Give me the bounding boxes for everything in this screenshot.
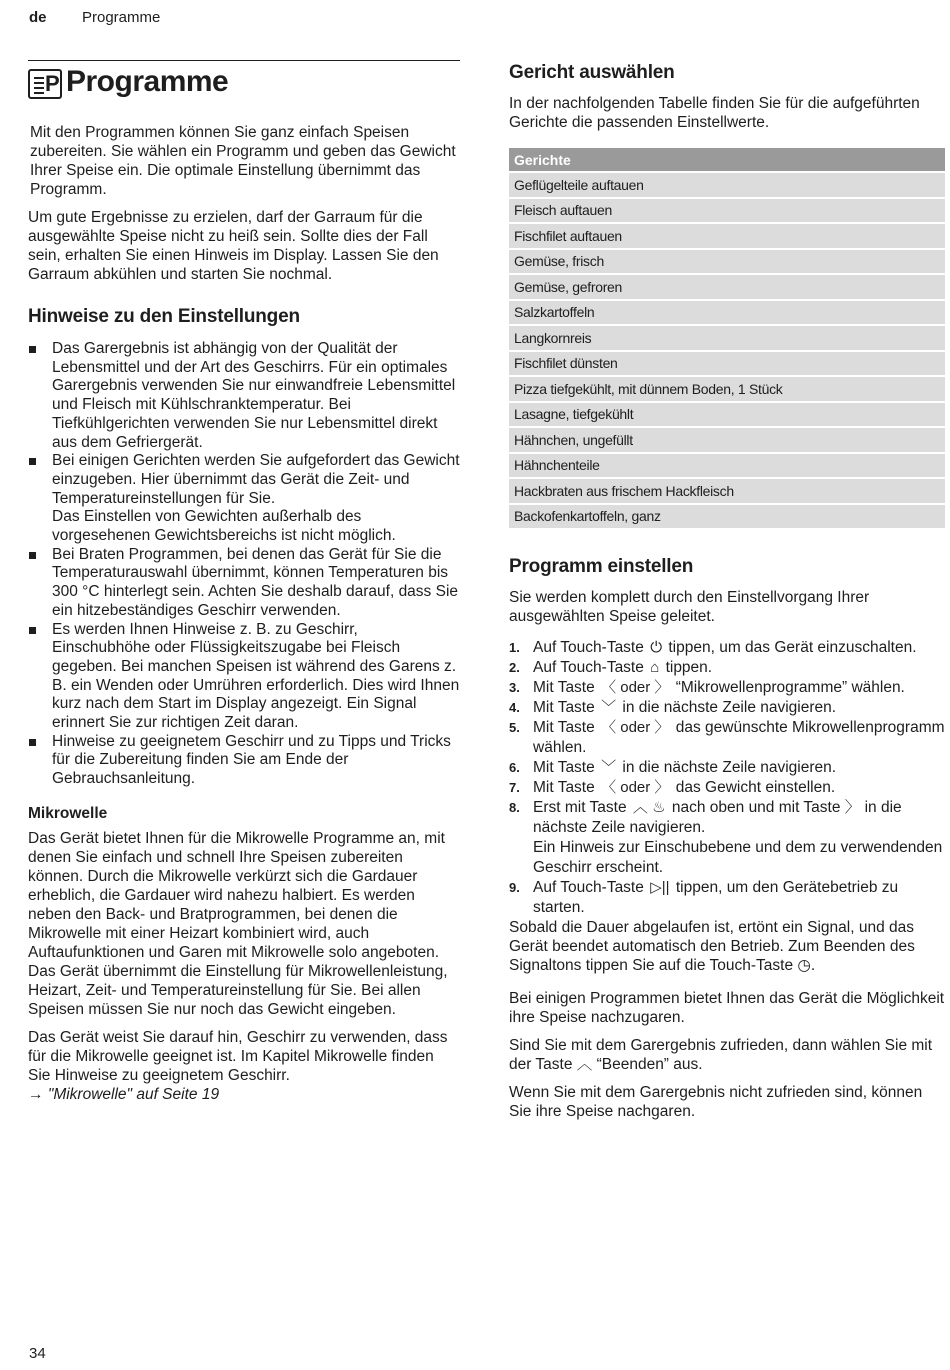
- list-item: Das Garergebnis ist abhängig von der Qualität der Lebensmittel und der Art des Geschirrs. Für ein optimales Garergebnis verwenden Sie nur einwandfreie Lebensmittel und Fleisch mit Kühlschranktemperatur. Bei Tiefkühlgerichten verwenden Sie nur Lebensmittel direkt aus dem Gefriergerät.: [28, 340, 460, 452]
- after-steps-paragraph: Sobald die Dauer abgelaufen ist, ertönt ein Signal, und das Gerät beendet automatisch den Betrieb. Zum Beenden des Signaltons tippen Sie auf die Touch-Taste ◷.: [509, 919, 915, 974]
- programm-einstellen-heading: Programm einstellen: [509, 556, 694, 577]
- table-row: Fleisch auftauen: [509, 199, 945, 223]
- table-row: Fischfilet dünsten: [509, 352, 945, 376]
- dishes-table: [509, 146, 945, 530]
- list-item: Hinweise zu geeignetem Geschirr und zu Tipps und Tricks für die Zubereitung finden Sie am Ende der Gebrauchsanleitung.: [28, 733, 460, 789]
- step-item: 3. Mit Taste 〈 oder 〉 “Mikrowellenprogramme” wählen.: [509, 679, 905, 696]
- table-row: Pizza tiefgekühlt, mit dünnem Boden, 1 Stück: [509, 377, 945, 401]
- hinweise-list: [28, 340, 460, 789]
- programm-intro: Sie werden komplett durch den Einstellvorgang Ihrer ausgewählten Speise geleitet.: [509, 589, 870, 625]
- list-item: Es werden Ihnen Hinweise z. B. zu Geschirr, Einschubhöhe oder Flüssigkeitszugabe bei Fleisch gegeben. Bei manchen Speisen ist während des Garens z. B. ein Wenden oder Umrühren erforderlich. Dies wird Ihnen kurz nach dem Start im Display angezeigt. Ein Signal erinnert Sie zur richtigen Zeit daran.: [28, 621, 460, 733]
- page-number: 34: [29, 1345, 46, 1362]
- step-item: 2. Auf Touch-Taste ⌂ tippen.: [509, 659, 713, 676]
- chevron-down-icon: ﹀: [601, 759, 617, 776]
- step-item-extra: Ein Hinweis zur Einschubebene und dem zu verwendenden Geschirr erscheint.: [533, 839, 943, 876]
- mikrowelle-paragraph-1: Das Gerät bietet Ihnen für die Mikrowelle Programme an, mit denen Sie einfach und schnell Ihre Speisen zubereiten können. Durch die Mikrowelle verkürzt sich die Gardauer erheblich, die Gardauer wird nahezu halbiert. Es werden neben den Back- und Bratprogrammen, bei denen die Mikrowelle mit einer Heizart kombiniert wird, auch Auftaufunktionen und Garen mit Mikrowelle solo angeboten.: [28, 829, 445, 961]
- intro-paragraph-2: Um gute Ergebnisse zu erzielen, darf der Garraum für die ausgewählte Speise nicht zu heiß sein. Sollte dies der Fall sein, erhalten Sie einen Hinweis im Display. Lassen Sie den Garraum abkühlen und starten Sie nochmal.: [28, 209, 439, 283]
- table-header: Gerichte: [509, 148, 945, 171]
- step-item: 8. Erst mit Taste ︿ ♨ nach oben und mit Taste 〉 in die nächste Zeile navigieren. Ein Hinweis zur Einschubebene und dem zu verwendenden Geschirr erscheint.: [509, 799, 943, 876]
- gericht-heading: Gericht auswählen: [509, 62, 675, 83]
- step-item: 1. Auf Touch-Taste ⏻ tippen, um das Gerät einzuschalten.: [509, 639, 917, 656]
- home-icon: ⌂: [650, 659, 660, 676]
- power-icon: ⏻: [650, 639, 663, 656]
- table-row: Hähnchenteile: [509, 454, 945, 478]
- table-row: Gemüse, frisch: [509, 250, 945, 274]
- language-code: de: [29, 9, 47, 26]
- nachgaren-paragraph: Bei einigen Programmen bietet Ihnen das Gerät die Möglichkeit ihre Speise nachzugaren.: [509, 990, 945, 1026]
- mikrowelle-paragraph-1b: Das Gerät übernimmt die Einstellung für Mikrowellenleistung, Heizart, Zeit- und Temperatureinstellung für Sie. Bei allen Speisen müssen Sie nur noch das Gewicht eingeben.: [28, 962, 448, 1018]
- bullet-square-icon: [29, 627, 36, 634]
- step-item: 5. Mit Taste 〈 oder 〉 das gewünschte Mikrowellenprogramm wählen.: [509, 719, 945, 756]
- page-title: Programme: [66, 65, 229, 98]
- header-section-title: Programme: [82, 9, 161, 26]
- gericht-paragraph: In der nachfolgenden Tabelle finden Sie für die aufgeführten Gerichte die passenden Einstellwerte.: [509, 95, 920, 131]
- table-row: Backofenkartoffeln, ganz: [509, 505, 945, 529]
- list-item-extra: Das Einstellen von Gewichten außerhalb des vorgesehenen Gewichtsbereichs ist nicht möglich.: [52, 508, 396, 545]
- programme-p-icon: P: [28, 69, 62, 99]
- nicht-zufrieden-paragraph: Wenn Sie mit dem Garergebnis nicht zufrieden sind, können Sie ihre Speise nachgaren.: [509, 1084, 923, 1120]
- table-row: Hackbraten aus frischem Hackfleisch: [509, 479, 945, 503]
- right-column: [509, 60, 945, 1130]
- step-item: 4. Mit Taste ﹀ in die nächste Zeile navigieren.: [509, 699, 837, 716]
- chapter-heading-row: [28, 60, 460, 111]
- left-right-arrow-icon: 〈 oder 〉: [601, 779, 670, 796]
- mikrowelle-heading: Mikrowelle: [28, 804, 108, 822]
- table-row: Langkornreis: [509, 326, 945, 350]
- steps-list: [509, 638, 945, 918]
- chevron-down-icon: ﹀: [601, 699, 617, 716]
- zufrieden-paragraph: Sind Sie mit dem Garergebnis zufrieden, dann wählen Sie mit der Taste ︿ “Beenden” aus.: [509, 1037, 933, 1073]
- table-row: Geflügelteile auftauen: [509, 173, 945, 197]
- table-row: Fischfilet auftauen: [509, 224, 945, 248]
- left-column: [28, 60, 460, 1113]
- step-item: 7. Mit Taste 〈 oder 〉 das Gewicht einstellen.: [509, 779, 836, 796]
- bullet-square-icon: [29, 346, 36, 353]
- left-right-arrow-icon: 〈 oder 〉: [601, 679, 670, 696]
- hinweise-heading: Hinweise zu den Einstellungen: [28, 306, 300, 327]
- start-pause-icon: ▷||: [650, 879, 670, 896]
- bullet-square-icon: [29, 552, 36, 559]
- bullet-square-icon: [29, 739, 36, 746]
- mikrowelle-paragraph-2: Das Gerät weist Sie darauf hin, Geschirr zu verwenden, dass für die Mikrowelle geeignet ist. Im Kapitel Mikrowelle finden Sie Hinweise zu geeignetem Geschirr. → "Mikrowelle" auf Seite 19: [28, 1028, 448, 1103]
- table-row: Hähnchen, ungefüllt: [509, 428, 945, 452]
- intro-paragraph-1: Mit den Programmen können Sie ganz einfach Speisen zubereiten. Sie wählen ein Programm und geben das Gewicht Ihrer Speise ein. Die optimale Einstellung übernimmt das Programm.: [30, 124, 456, 198]
- list-item: Bei einigen Gerichten werden Sie aufgefordert das Gewicht einzugeben. Hier übernimmt das Gerät die Zeit- und Temperatureinstellungen für Sie. Das Einstellen von Gewichten außerhalb des vorgesehenen Gewichtsbereichs ist nicht möglich.: [28, 452, 460, 546]
- table-row: Salzkartoffeln: [509, 301, 945, 325]
- step-item: 9. Auf Touch-Taste ▷|| tippen, um den Gerätebetrieb zu starten.: [509, 879, 899, 916]
- arrow-right-icon: →: [28, 1085, 44, 1103]
- table-row: Lasagne, tiefgekühlt: [509, 403, 945, 427]
- bullet-square-icon: [29, 458, 36, 465]
- step-item: 6. Mit Taste ﹀ in die nächste Zeile navigieren.: [509, 759, 837, 776]
- chevron-up-icon: ︿ ♨: [632, 799, 666, 816]
- table-row: Gemüse, gefroren: [509, 275, 945, 299]
- cross-reference-link[interactable]: "Mikrowelle" auf Seite 19: [47, 1085, 220, 1103]
- list-item: Bei Braten Programmen, bei denen das Gerät für Sie die Temperaturauswahl übernimmt, können Temperaturen bis 300 °C hinterlegt sein. Achten Sie deshalb darauf, dass Sie ein hitzebeständiges Geschirr verwenden.: [28, 546, 460, 621]
- left-right-arrow-icon: 〈 oder 〉: [601, 719, 670, 736]
